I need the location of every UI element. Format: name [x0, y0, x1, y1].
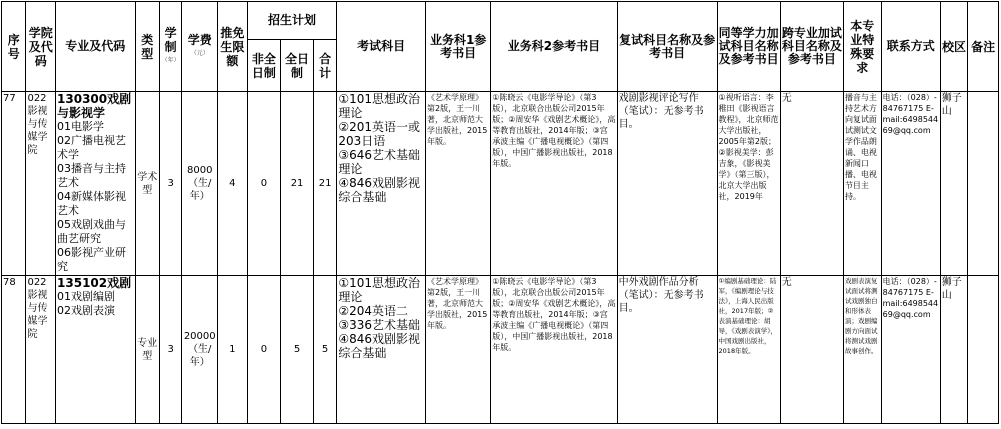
header-retest: 复试科目名称及参考书目: [617, 2, 717, 92]
major-title: 130300戏剧与影视学: [57, 92, 132, 120]
header-sub1: 业务科1参考书目: [426, 2, 491, 92]
cell-equiv: ①视听语言：李稚田《影视语言教程》，北京师范大学出版社，2005年第2版；②影视美学：彭吉象，《影视美学》（第三版），北京大学出版社，2019年: [717, 92, 780, 276]
major-direction: 01戏剧编剧: [57, 290, 116, 303]
cell-exam: [337, 92, 426, 276]
cell-seq: 78: [2, 276, 26, 424]
exam-subject: ③336艺术基础: [338, 318, 420, 332]
cell-sub1: 《艺术学原理》第2版，王一川著，北京师范大学出版社，2015年版。: [426, 276, 491, 424]
exam-subject: ①101思想政治理论: [338, 92, 420, 120]
major-title: 135102戏剧: [57, 276, 132, 290]
header-campus: 校区: [940, 2, 968, 92]
cell-fee: 8000（生/年）: [182, 92, 218, 276]
header-fee-label: 学费: [187, 32, 212, 47]
header-seq: 序号: [2, 2, 26, 92]
exam-subject: ②204英语二: [338, 304, 408, 318]
cell-type: 学术型: [135, 92, 159, 276]
header-special: 本专业特殊要求: [843, 2, 881, 92]
cell-major: [56, 276, 136, 424]
cell-years: 3: [159, 276, 181, 424]
header-note: 备注: [968, 2, 999, 92]
header-full-time: 全日制: [281, 40, 314, 92]
exam-subject: ④846戏剧影视综合基础: [338, 332, 420, 360]
header-type: 类型: [135, 2, 159, 92]
major-direction: 04新媒体影视艺术: [57, 190, 127, 217]
cell-contact: 电话：（028）-84767175 E-mail:649854469@qq.com: [881, 276, 940, 424]
cell-note: [968, 276, 999, 424]
cell-special: 戏剧表演复试面试将测试戏剧独白和形体表演；戏剧编剧方向面试将测试戏剧故事创作。: [843, 276, 881, 424]
cell-sub2: ①陈晓云《电影学导论》（第3版），北京联合出版公司2015年版；②周安华《戏剧艺术概论》，高等教育出版社，2014年版；③宫承波主编《广播电视概论》（第四版），中国广播影视出版社，2018年版。: [491, 92, 617, 276]
major-direction: 03播音与主持艺术: [57, 162, 127, 189]
header-major: 专业及代码: [56, 2, 136, 92]
cell-note: [968, 92, 999, 276]
header-years-label: 学制: [164, 25, 177, 54]
header-part-time: 非全日制: [247, 40, 281, 92]
cell-total: 21: [313, 92, 336, 276]
cell-sub1: 《艺术学原理》第2版，王一川著，北京师范大学出版社，2015年版。: [426, 92, 491, 276]
cell-special: 播音与主持艺术方向复试面试测试文学作品朗诵、电视新闻口播、电视节目主持。: [843, 92, 881, 276]
table-row: [2, 276, 999, 424]
cell-exempt: 1: [218, 276, 248, 424]
cell-major: [56, 92, 136, 276]
cell-cross: 无: [780, 92, 843, 276]
header-years: [159, 2, 181, 92]
cell-seq: 77: [2, 92, 26, 276]
cell-fee: 20000（生/年）: [182, 276, 218, 424]
header-contact: 联系方式: [881, 2, 940, 92]
cell-exam: [337, 276, 426, 424]
header-years-unit: （年）: [161, 56, 180, 64]
major-direction: 06影视产业研究: [57, 246, 127, 273]
exam-subject: ②201英语一或203日语: [338, 120, 420, 148]
header-equiv: 同等学力加试科目名称及参考书目: [717, 2, 780, 92]
cell-contact: 电话：（028）-84767175 E-mail:649854469@qq.com: [881, 92, 940, 276]
cell-sub2: ①陈晓云《电影学导论》（第3版），北京联合出版公司2015年版；②周安华《戏剧艺术概论》，高等教育出版社，2014年版；③宫承波主编《广播电视概论》（第四版），中国广播影视出版社，2018年版。: [491, 276, 617, 424]
cell-cross: 无: [780, 276, 843, 424]
major-direction: 01电影学: [57, 120, 105, 133]
header-fee-unit: （元）: [190, 49, 209, 57]
header-total: 合计: [313, 40, 336, 92]
cell-full-time: 21: [281, 92, 314, 276]
exam-subject: ①101思想政治理论: [338, 276, 420, 304]
header-sub2: 业务科2参考书目: [491, 2, 617, 92]
header-exempt: 推免生限额: [218, 2, 248, 92]
cell-retest: 中外戏剧作品分析（笔试）：无参考书目。: [617, 276, 717, 424]
exam-subject: ④846戏剧影视综合基础: [338, 176, 420, 204]
cell-total: 5: [313, 276, 336, 424]
cell-retest: 戏剧影视评论写作（笔试）：无参考书目。: [617, 92, 717, 276]
header-fee: [182, 2, 218, 92]
header-college: 学院及代码: [26, 2, 56, 92]
header-cross: 跨专业加试科目名称及参考书目: [780, 2, 843, 92]
table-row: [2, 92, 999, 276]
cell-college: 022影视与传媒学院: [26, 276, 56, 424]
cell-college: 022影视与传媒学院: [26, 92, 56, 276]
header-exam: 考试科目: [337, 2, 426, 92]
cell-campus: 狮子山: [940, 276, 968, 424]
major-direction: 02戏剧表演: [57, 304, 116, 317]
major-direction: 05戏剧戏曲与曲艺研究: [57, 218, 127, 245]
cell-years: 3: [159, 92, 181, 276]
cell-campus: 狮子山: [940, 92, 968, 276]
major-direction: 02广播电视艺术学: [57, 134, 127, 161]
header-plan: 招生计划: [247, 2, 337, 40]
exam-subject: ③646艺术基础理论: [338, 148, 420, 176]
cell-equiv: ①编剧基础理论：陆军，《编剧理论与技法》，上海人民出版社，2017年版；②表演基础理论：胡导，《戏剧表演学》，中国戏剧出版社，2018年版。: [717, 276, 780, 424]
cell-part-time: 0: [247, 276, 281, 424]
cell-part-time: 0: [247, 92, 281, 276]
cell-exempt: 4: [218, 92, 248, 276]
cell-type: 专业型: [135, 276, 159, 424]
admissions-table: [1, 1, 999, 424]
cell-full-time: 5: [281, 276, 314, 424]
